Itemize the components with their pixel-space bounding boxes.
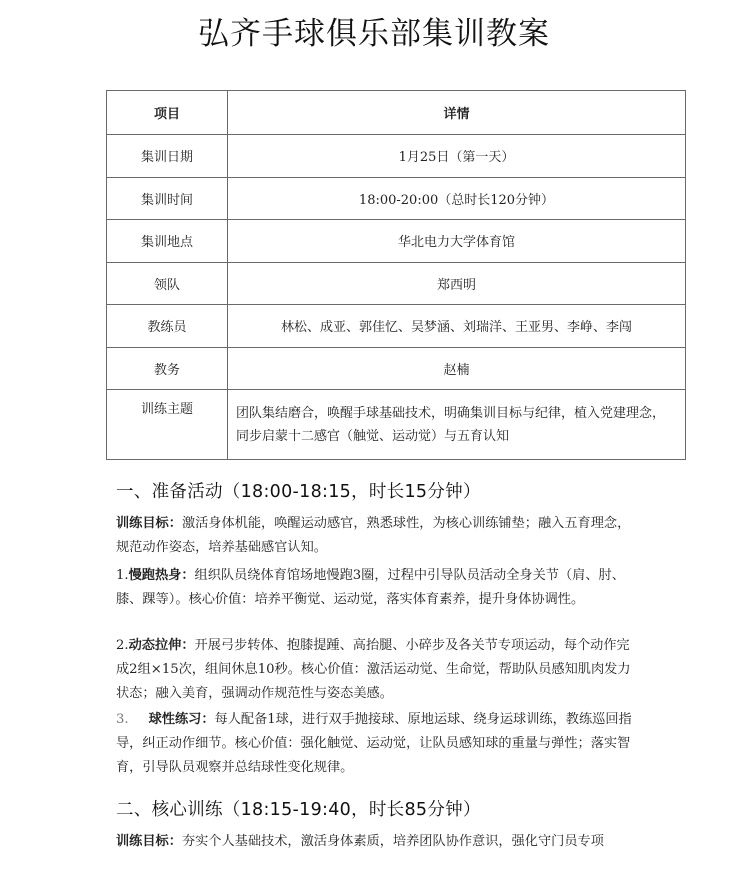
table-row: [107, 177, 686, 220]
item-text: 开展弓步转体、抱膝提踵、高抬腿、小碎步及各关节专项运动，每个动作完成2组×15次，组间休息10秒。核心价值：激活运动觉、生命觉，帮助队员感知肌肉发力状态；融入美育，强调动作规范性与姿态美感。: [116, 638, 631, 701]
table-row: [107, 347, 686, 390]
item-number: 3.: [116, 712, 129, 727]
table-row: [107, 262, 686, 305]
row-value: 郑西明: [228, 262, 686, 305]
page-title: 弘齐手球俱乐部集训教案: [198, 16, 550, 52]
info-table: [106, 90, 686, 460]
item-number: 2.: [116, 638, 129, 653]
row-label: 训练主题: [107, 390, 228, 460]
row-label: 教务: [107, 347, 228, 390]
row-value: 18:00-20:00（总时长120分钟）: [228, 177, 686, 220]
item-label: 球性练习：: [148, 712, 215, 727]
row-label: 集训时间: [107, 177, 228, 220]
row-label: 领队: [107, 262, 228, 305]
goal-text: 激活身体机能，唤醒运动感官，熟悉球性，为核心训练铺垫；融入五育理念，规范动作姿态，培养基础感官认知。: [116, 516, 631, 555]
row-value: [228, 390, 686, 460]
row-value-line: 同步启蒙十二感官（触觉、运动觉）与五育认知: [236, 428, 510, 444]
row-label: 教练员: [107, 305, 228, 348]
table-header-row: [107, 91, 686, 135]
item-label: 动态拉伸：: [128, 638, 195, 653]
table-row: [107, 220, 686, 263]
item-number: 1.: [116, 568, 129, 583]
item-text: 每人配备1球，进行双手抛接球、原地运球、绕身运球训练，教练巡回指导，纠正动作细节。核心价值：强化触觉、运动觉，让队员感知球的重量与弹性；落实智育，引导队员观察并总结球性变化规律。: [116, 712, 632, 775]
item-text: 组织队员绕体育馆场地慢跑3圈，过程中引导队员活动全身关节（肩、肘、膝、踝等）。核心价值：培养平衡觉、运动觉，落实体育素养，提升身体协调性。: [116, 568, 625, 607]
row-label: 集训地点: [107, 220, 228, 263]
item-label: 慢跑热身：: [128, 568, 195, 583]
goal-text: 夯实个人基础技术，激活身体素质，培养团队协作意识，强化守门员专项: [181, 834, 604, 849]
section-heading-warmup: 一、准备活动（18:00-18:15，时长15分钟）: [116, 482, 481, 502]
row-value: 赵楠: [228, 347, 686, 390]
row-value: 华北电力大学体育馆: [228, 220, 686, 263]
row-value: 林松、成亚、郭佳忆、吴梦涵、刘瑞洋、王亚男、李峥、李闯: [228, 305, 686, 348]
goal-label: 训练目标：: [116, 834, 182, 849]
table-row: [107, 390, 686, 460]
warmup-goal: [116, 512, 636, 560]
goal-label: 训练目标：: [116, 516, 182, 531]
table-header-cell: 详情: [228, 91, 686, 135]
row-value-line: 团队集结磨合，唤醒手球基础技术，明确集训目标与纪律，植入党建理念，: [236, 405, 666, 421]
warmup-item-1: [116, 564, 636, 612]
table-row: [107, 135, 686, 178]
row-label: 集训日期: [107, 135, 228, 178]
table-row: [107, 305, 686, 348]
section-heading-core-training: 二、核心训练（18:15-19:40，时长85分钟）: [116, 800, 481, 820]
warmup-item-3: [116, 708, 636, 780]
warmup-item-2: [116, 634, 636, 706]
table-header-cell: 项目: [107, 91, 228, 135]
core-training-goal: [116, 830, 636, 854]
row-value: 1月25日（第一天）: [228, 135, 686, 178]
